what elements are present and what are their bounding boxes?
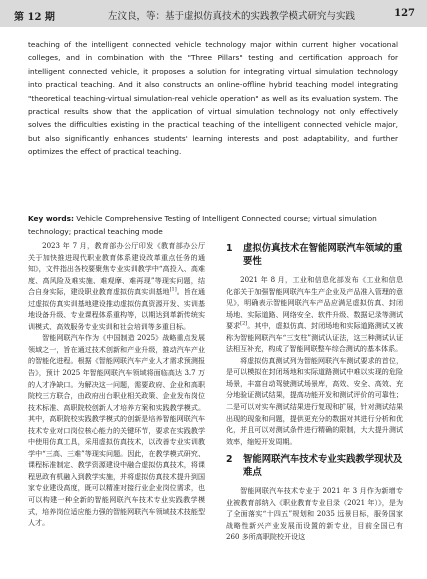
citation-ref: [1] — [169, 286, 177, 293]
right-column — [226, 240, 403, 543]
section-1-heading — [226, 242, 403, 268]
section-2-number: 2 — [226, 454, 233, 466]
page-number: 127 — [394, 8, 415, 19]
intro-paragraph-2: 智能网联汽车作为《中国制造 2025》战略重点发展领域之一，旨在通过技术创新和产业升级，推动汽车产业的智能化进程。根据《智能网联汽车产业人才需求预测报告》，预计 2025 年智能网联汽车领域将面临高达 3.7 万的人才净缺口。为解决这一问题，需要政府、企业和高职院校三方联合，由政府出台职业相关政策、企业发布岗位技术标准、高职院校创新人才培养方案和实践教学模式。其中，高职院校实践教学模式的创新是培养智能网联汽车技术专业对口岗位核心能力的关键环节，要求在实践教学中使用仿真工具，采用虚拟仿真技术，以改善专业实训教学中“三高、三难”等现实问题。因此，在教学模式研究、课程标准制定、教学资源建设中融合虚拟仿真技术，将课程思政有机融入到教学实施，并将虚拟仿真技术提升到国家专业建设高度，既可以精准对接行业企业岗位需求，也可以构建一种全新的智能网联汽车技术专业实践教学模式，培养岗位适应能力强的智能网联汽车领域技术技能型人才。 — [28, 333, 205, 528]
section-2-paragraph-1: 智能网联汽车技术专业于 2021 年 3 月作为新增专业被教育部纳入《职业教育专业目录（2021 年）》，是为了全面落实“十四五”规划和 2035 远景目标，服务国家战略性新兴产业发展而设置的新专业，目前全国已有 260 多所高职院校开设这 — [226, 486, 403, 542]
intro-paragraph-1: 2023 年 7 月，教育部办公厅印发《教育部办公厅关于加快推进现代职业教育体系建设改革重点任务的通知》，文件指出各校要聚焦专业实训教学中“高投入、高难度、高风险及难实施、难观摩、难再现”等现实问题，结合自身实际，建设职业教育虚拟仿真实训基地[1]。旨在通过虚拟仿真实训基地建设推动虚拟仿真资源开发、实训基地设备升级、专业课程体系重构等，以期达到革新传统实训模式、高效服务专业实训和社会培训等多重目标。 — [28, 241, 205, 331]
keywords-label: Key words: — [28, 214, 74, 223]
left-column — [28, 240, 205, 529]
keywords — [28, 212, 398, 239]
english-abstract: teaching of the intelligent connected vehicle technology major within current higher vocational colleges, and in combination with the "Three Pillars" testing and certification approach for intelligent connected vehicle, it proposes a solution for integrating virtual simulation technology into practical teaching. And it also constructs an online-offline hybrid teaching model integrating "theoretical teaching-virtual simulation-real vehicle operation" as well as its evaluation system. The practical results show that the application of virtual simulation technology not only effectively solves the difficulties existing in the practical teaching of the intelligent connected vehicle major, but also significantly enhances students' learning interests and post adaptability, and further optimizes the effect of practical teaching. — [28, 40, 398, 157]
issue-number: 第 12 期 — [14, 12, 55, 23]
section-2-heading — [226, 453, 403, 479]
citation-ref: [2] — [240, 320, 248, 327]
keywords-text: Vehicle Comprehensive Testing of Intelligent Connected course; virtual simulation technology; practical teaching mode — [28, 214, 377, 237]
section-1-paragraph-1: 2021 年 8 月，工业和信息化部发布《工业和信息化部关于加强智能网联汽车生产企业及产品准入管理的意见》，明确表示智能网联汽车产品应满足虚拟仿真、封闭场地、实际道路、网络安全、软件升级、数据记录等测试要求[2]。其中，虚拟仿真、封闭场地和实际道路测试又被称为智能网联汽车“三支柱”测试认证法，这三种测试认证法相互补充，构成了智能网联整车综合测试的基本体系。 — [226, 275, 403, 354]
section-1-title: 虚拟仿真技术在智能网联汽车领域的重要性 — [243, 243, 403, 267]
page-header — [0, 0, 427, 27]
section-1-paragraph-2: 将虚拟仿真测试列为智能网联汽车测试要求的首位，是可以模拟在封闭场地和实际道路测试中难以实现的危险场景，丰富自动驾驶测试场景库，高效、安全、高效、充分地验证测试结果，提高功能开发和测试评价的可靠性；二是可以对实车测试结果进行复现和扩展，针对测试结果出现的现象和问题，提供更充分的数据对其进行分析和优化，并且可以对测试条件进行精确的限制，大大提升测试效率，缩短开发周期。 — [226, 355, 403, 446]
section-2-title: 智能网联汽车技术专业实践教学现状及难点 — [243, 454, 403, 479]
running-title: 左汶良，等：基于虚拟仿真技术的实践教学模式研究与实践 — [108, 11, 356, 22]
section-1-number: 1 — [226, 243, 233, 254]
